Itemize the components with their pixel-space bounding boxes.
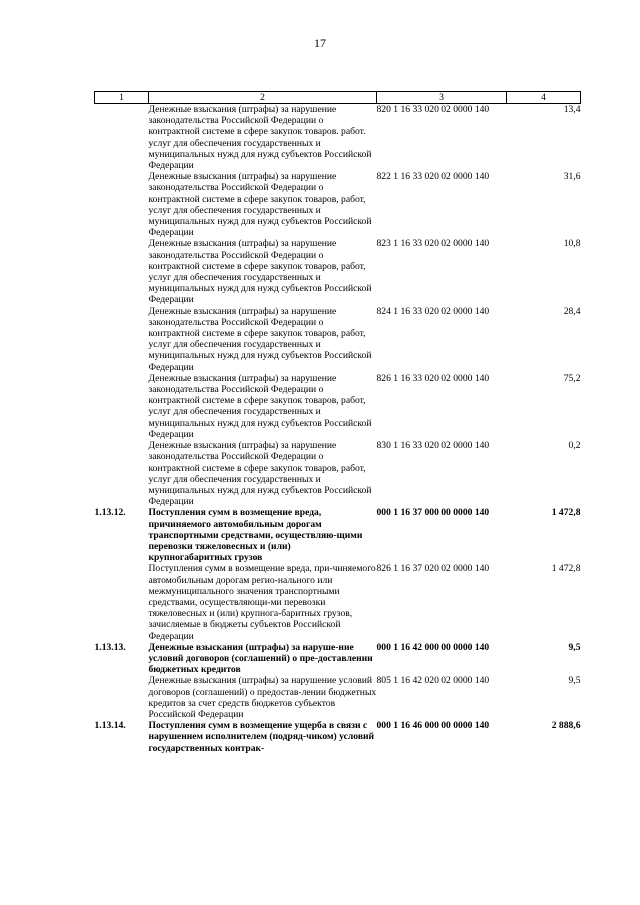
table-row: [95, 440, 581, 507]
row-number: [95, 238, 149, 305]
column-header-description: 2: [149, 92, 377, 104]
page-number: 17: [314, 36, 326, 50]
table-row: [95, 306, 581, 373]
row-description: Поступления сумм в возмещение ущерба в связи с нарушением исполнителем (подряд-чиком) условий государственных контрак-: [148, 720, 375, 754]
row-budget-code: 805 1 16 42 020 02 0000 140: [376, 675, 490, 687]
table-row: [95, 563, 581, 641]
row-amount: 1 472,8: [551, 563, 581, 575]
table-row: [95, 104, 581, 172]
row-amount: 9,5: [568, 641, 581, 653]
row-amount: 10,8: [563, 238, 581, 250]
row-budget-code: 000 1 16 42 000 00 0000 140: [376, 641, 490, 653]
row-number: [95, 306, 149, 373]
row-number: [95, 563, 149, 641]
row-description: Денежные взыскания (штрафы) за нарушение условий договоров (соглашений) о предостав-лении бюджетных кредитов за счет средств бюджетов субъектов Российской Федерации: [148, 675, 377, 720]
table-row-section: [95, 720, 581, 754]
row-description: Поступления сумм в возмещение вреда, причиняемого автомобильным дорогам транспортными средствами, осуществляю-щими перевозки тяжеловесных и (или) крупногабаритных грузов: [148, 507, 363, 564]
row-description: Поступления сумм в возмещение вреда, при-чиняемого автомобильным дорогам регио-нального или межмуниципального значения транспортными средствами, осуществляющи-ми перевозки тяжеловесных и (или) крупнога-баритных грузов, зачисляемые в бюджеты субъектов Российской Федерации: [148, 563, 376, 642]
column-header-amount: 4: [507, 92, 581, 104]
row-amount: 75,2: [563, 372, 581, 384]
row-amount: 1 472,8: [551, 507, 581, 519]
header-row: [95, 92, 581, 104]
table-row: [95, 238, 581, 305]
table-row-section: [95, 642, 581, 676]
table-row: [95, 675, 581, 720]
budget-revenue-table: [94, 91, 581, 754]
row-budget-code: 830 1 16 33 020 02 0000 140: [376, 440, 490, 452]
row-amount: 28,4: [563, 305, 581, 317]
row-description: Денежные взыскания (штрафы) за нарушение законодательства Российской Федерации о контрактной системе в сфере закупок товаров. работ. услуг для обеспечения государственных и муниципальных нужд для нужд субъектов Российской Федерации: [148, 104, 372, 172]
row-number: 1.13.12.: [94, 507, 126, 519]
row-description: Денежные взыскания (штрафы) за нарушение законодательства Российской Федерации о контрактной системе в сфере закупок товаров, работ, услуг для обеспечения государственных и муниципальных нужд для нужд субъектов Российской Федерации: [148, 305, 372, 373]
row-budget-code: 826 1 16 33 020 02 0000 140: [376, 372, 490, 384]
row-budget-code: 824 1 16 33 020 02 0000 140: [376, 305, 490, 317]
row-amount: 31,6: [563, 171, 581, 183]
row-number: [95, 171, 149, 238]
row-number: [95, 373, 149, 440]
row-number: [95, 104, 149, 172]
row-budget-code: 822 1 16 33 020 02 0000 140: [376, 171, 490, 183]
row-description: Денежные взыскания (штрафы) за наруше-ние условий договоров (соглашений) о пре-доставлении бюджетных кредитов: [148, 641, 373, 676]
row-amount: 2 888,6: [551, 720, 581, 732]
row-amount: 0,2: [568, 440, 581, 452]
table-body: [95, 104, 581, 754]
row-budget-code: 000 1 16 46 000 00 0000 140: [376, 720, 490, 732]
row-description: Денежные взыскания (штрафы) за нарушение законодательства Российской Федерации о контрактной системе в сфере закупок товаров, работ, услуг для обеспечения государственных и муниципальных нужд для нужд субъектов Российской Федерации: [148, 372, 372, 440]
row-budget-code: 826 1 16 37 020 02 0000 140: [376, 563, 490, 575]
row-budget-code: 000 1 16 37 000 00 0000 140: [376, 507, 490, 519]
row-budget-code: 823 1 16 33 020 02 0000 140: [376, 238, 490, 250]
row-description: Денежные взыскания (штрафы) за нарушение законодательства Российской Федерации о контрактной системе в сфере закупок товаров, работ, услуг для обеспечения государственных и муниципальных нужд для нужд субъектов Российской Федерации: [148, 171, 372, 239]
column-header-code: 3: [377, 92, 507, 104]
table-row: [95, 373, 581, 440]
table-header: [95, 92, 581, 104]
row-amount: 9,5: [568, 675, 581, 687]
row-number: [95, 440, 149, 507]
table-row-section: [95, 507, 581, 563]
column-header-number: 1: [95, 92, 149, 104]
table-row: [95, 171, 581, 238]
row-budget-code: 820 1 16 33 020 02 0000 140: [376, 104, 490, 115]
row-number: [95, 675, 149, 720]
row-description: Денежные взыскания (штрафы) за нарушение законодательства Российской Федерации о контрактной системе в сфере закупок товаров, работ, услуг для обеспечения государственных и муниципальных нужд для нужд субъектов Российской Федерации: [148, 440, 372, 508]
row-number: 1.13.14.: [94, 720, 126, 732]
row-amount: 13,4: [563, 104, 581, 115]
row-number: 1.13.13.: [94, 641, 126, 653]
row-description: Денежные взыскания (штрафы) за нарушение законодательства Российской Федерации о контрактной системе в сфере закупок товаров, работ, услуг для обеспечения государственных и муниципальных нужд для нужд субъектов Российской Федерации: [148, 238, 372, 306]
